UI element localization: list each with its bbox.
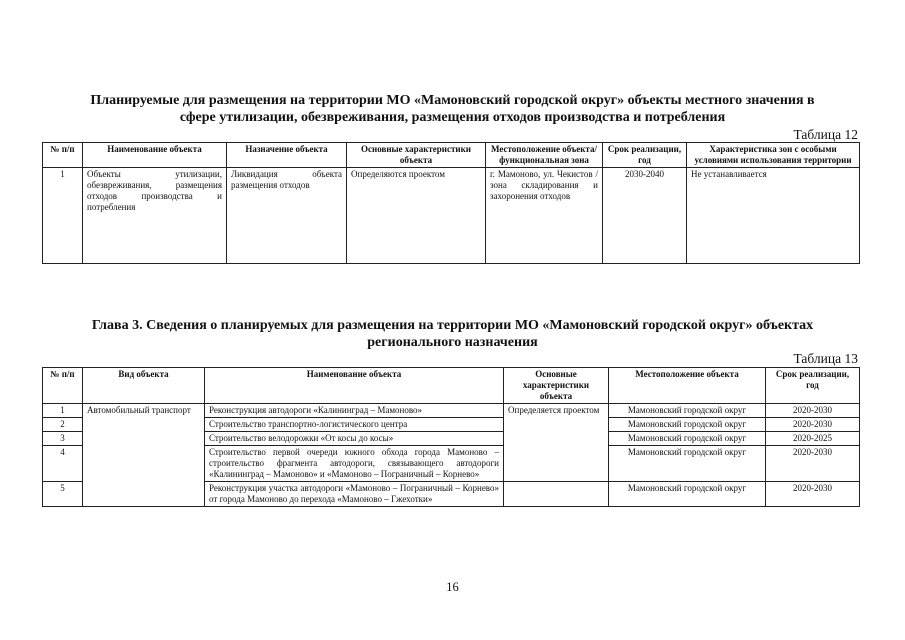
realization-period: 2030-2040 <box>603 168 687 264</box>
object-location: Мамоновский городской округ <box>609 418 766 432</box>
object-characteristics-empty <box>504 482 609 507</box>
table13-col-period: Срок реализации, год <box>766 368 860 404</box>
object-purpose: Ликвидация объекта размещения отходов <box>227 168 347 264</box>
object-location: Мамоновский городской округ <box>609 482 766 507</box>
table13-header-row <box>43 368 860 404</box>
row-number: 2 <box>43 418 83 432</box>
realization-period: 2020-2030 <box>766 482 860 507</box>
object-location: г. Мамоново, ул. Чекистов / зона складирования и захоронения отходов <box>486 168 603 264</box>
row-number: 1 <box>43 404 83 418</box>
section2-heading-line2: регионального назначения <box>367 335 538 350</box>
object-characteristics: Определяются проектом <box>347 168 486 264</box>
realization-period: 2020-2030 <box>766 446 860 482</box>
realization-period: 2020-2030 <box>766 404 860 418</box>
row-number: 3 <box>43 432 83 446</box>
object-name: Строительство первой очереди южного обхода города Мамоново – строительство фрагмента автодороги, связывающего автодороги «Калининград – Мамоново» и «Мамоново – Пограничный – Корнево» <box>205 446 504 482</box>
object-name: Реконструкция участка автодороги «Мамоново – Пограничный – Корнево» от города Мамоново до перехода «Мамоново – Гжехотки» <box>205 482 504 507</box>
table13-caption: Таблица 13 <box>793 351 858 366</box>
object-name: Строительство транспортно-логистического центра <box>205 418 504 432</box>
table13-col-name: Наименование объекта <box>205 368 504 404</box>
table12-caption: Таблица 12 <box>793 127 858 142</box>
object-name: Реконструкция автодороги «Калининград – Мамоново» <box>205 404 504 418</box>
table-12 <box>42 142 860 264</box>
page-number: 16 <box>446 580 459 594</box>
section1-heading-line1: Планируемые для размещения на территории МО «Мамоновский городской округ» объекты местного значения в <box>90 93 815 108</box>
object-location: Мамоновский городской округ <box>609 446 766 482</box>
table12-col-name: Наименование объекта <box>83 143 227 168</box>
section1-heading-line2: сфере утилизации, обезвреживания, размещения отходов производства и потребления <box>179 110 726 125</box>
table13-col-characteristics: Основные характеристики объекта <box>504 368 609 404</box>
realization-period: 2020-2025 <box>766 432 860 446</box>
table12-header-row <box>43 143 860 168</box>
table12-col-period: Срок реализации, год <box>603 143 687 168</box>
section2-heading-line1: Глава 3. Сведения о планируемых для размещения на территории МО «Мамоновский городской округ» объектах <box>91 318 814 333</box>
object-location: Мамоновский городской округ <box>609 404 766 418</box>
object-type: Автомобильный транспорт <box>83 404 205 507</box>
row-number: 1 <box>43 168 83 264</box>
row-number: 5 <box>43 482 83 507</box>
table13-col-num: № п/п <box>43 368 83 404</box>
table12-col-characteristics: Основные характеристики объекта <box>347 143 486 168</box>
row-number: 4 <box>43 446 83 482</box>
zone-characteristics: Не устанавливается <box>687 168 860 264</box>
object-name: Объекты утилизации, обезвреживания, размещения отходов производства и потребления <box>83 168 227 264</box>
section2-heading <box>40 317 865 351</box>
table12-col-num: № п/п <box>43 143 83 168</box>
table-13 <box>42 367 860 507</box>
table12-col-location: Местоположение объекта/ функциональная зона <box>486 143 603 168</box>
section1-heading <box>40 92 865 126</box>
object-name: Строительство велодорожки «От косы до косы» <box>205 432 504 446</box>
table12-col-purpose: Назначение объекта <box>227 143 347 168</box>
table-row <box>43 404 860 418</box>
table12-col-zones: Характеристика зон с особыми условиями использования территории <box>687 143 860 168</box>
object-location: Мамоновский городской округ <box>609 432 766 446</box>
table-row <box>43 168 860 264</box>
object-characteristics: Определяется проектом <box>504 404 609 482</box>
table13-col-type: Вид объекта <box>83 368 205 404</box>
table13-col-location: Местоположение объекта <box>609 368 766 404</box>
realization-period: 2020-2030 <box>766 418 860 432</box>
